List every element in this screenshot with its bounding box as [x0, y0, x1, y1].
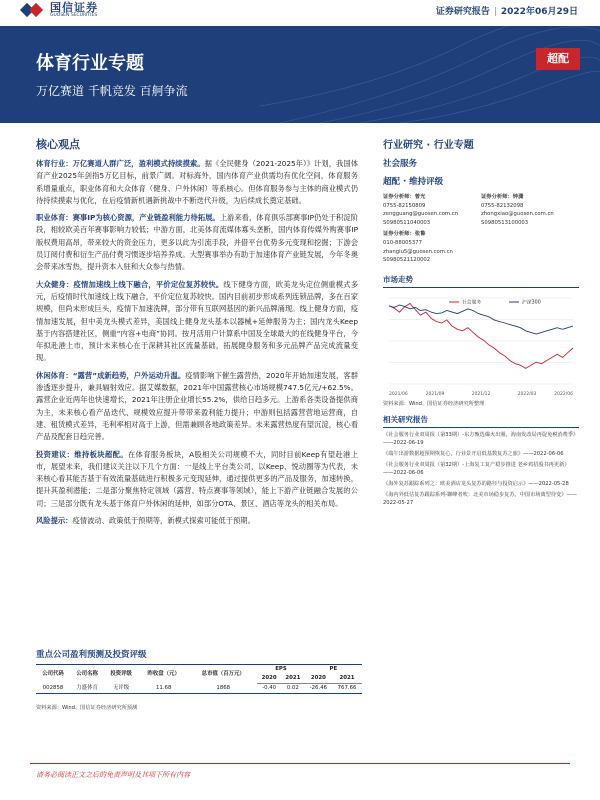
paragraph-text: 疫情波动、政策低于预期等，新模式探索可能低于预期。	[72, 516, 255, 526]
analyst-email[interactable]: zhongxiao@guosen.com.cn	[481, 211, 554, 218]
analyst-cert: S0980511040003	[383, 219, 431, 226]
analyst-name: 钟潇	[512, 194, 524, 200]
paragraph	[36, 370, 358, 444]
analyst-role: 证券分析师：	[481, 194, 513, 200]
analyst-name: 张鲁	[414, 231, 426, 238]
table-header: PE	[305, 665, 362, 675]
related-item-title: 《海外复苏跟踪系列之：欧美酒店龙头复苏的路径与投资启示》	[383, 480, 529, 487]
table-subheader: 2021	[332, 674, 362, 684]
paragraph	[36, 279, 358, 365]
table-header: 总市值（百万元）	[189, 665, 257, 684]
market-trend-chart	[383, 292, 579, 398]
related-item[interactable]	[383, 450, 579, 458]
footer-disclaimer: 请务必阅读正文之后的免责声明及其项下所有内容	[36, 771, 190, 779]
chart-x-tick-label: 2021/09	[425, 391, 445, 397]
paragraph-lead: 体育行业：万亿赛道人群广泛，盈利模式持续摸索。	[36, 159, 205, 168]
chart-x-tick-label: 2022/06	[554, 391, 573, 397]
title-banner	[0, 26, 600, 123]
analyst-card	[481, 193, 579, 227]
paragraph	[36, 158, 358, 207]
table-cell: 无评级	[104, 684, 138, 694]
analyst-card	[383, 230, 481, 264]
rating-badge: 超配	[536, 48, 580, 70]
related-item[interactable]	[383, 431, 579, 447]
paragraph-text: 线下健身方面，欧美龙头定位侧重模式多元，后疫情时代加速线上线下融合，平价定位复苏较快。国内目前初步形成系列连锁品牌，多在百家规模，但尚未形成巨头，疫情下加速洗牌，部分带有互联网基因的新兴品牌涌现。线上健身方面，疫情加速发展，但中美龙头模式差异，美国线上健身龙头基本以器械+延伸服务为主；国内龙头Keep基于内容搭建社区，侧重“内容+电商”协同。按月活用户计算系中国及全球最大的在线健身平台，今年拟赴港上市，预计未来核心在于深耕其社区流量基础，拓展健身服务和多元品牌产品完成流量变现。	[36, 279, 359, 363]
analyst-cert: S0980521120002	[383, 257, 431, 264]
paragraph-lead: 风险提示：	[36, 516, 73, 526]
table-header: 投资评级	[104, 665, 138, 684]
report-meta: 证券研究报告 | 2022年06月29日	[435, 7, 578, 17]
table-header: 公司名称	[70, 665, 104, 684]
related-item-date: ——2022-06-06	[383, 469, 424, 476]
analyst-role: 证券分析师：	[383, 194, 415, 200]
paragraph	[36, 449, 358, 510]
chart-series-line	[389, 303, 573, 368]
report-date: 2022年06月29日	[500, 7, 578, 17]
chart-legend-label: 沪深300	[522, 300, 541, 306]
analyst-cert: S0980513100003	[481, 219, 529, 226]
paragraph-lead: 休闲体育：“露营”成新趋势，户外运动升温。	[36, 370, 186, 380]
related-item-title: 《社会服务行业双周报（第33期）-东方甄选爆火出圈，海南发改局再促免税消费季》	[383, 431, 579, 438]
sidebar	[383, 136, 579, 510]
analyst-list	[383, 193, 579, 268]
paragraph-text: 在体育服务板块，A股相关公司规模不大，同时目前Keep有望赴港上市，展望未来，我们建议关注以下几个方面：一是线上平台类公司，以Keep、悦动圈等为代表，未来核心看其能否基于有效流量基础进行积极多元变现延伸，通过提供更多的产品及服务，加速转换，提升其盈利潜能；二是部分聚焦特定领域（露营、特点赛事等领域），能上下游产业链融合发展的公司；三是部分既有龙头基于体育户外休闲的延伸，如部分OTA、景区、酒店等龙头的相关布局。	[36, 449, 359, 508]
table-cell: 11.68	[138, 684, 189, 694]
table-header: 昨收盘（元）	[138, 665, 189, 684]
related-list	[383, 431, 579, 507]
related-item-date: ——2022-05-27	[383, 491, 577, 506]
table-title: 重点公司盈利预测及投资评级	[36, 650, 147, 660]
logo-mark-icon	[22, 3, 44, 17]
table-cell: -26.46	[305, 684, 332, 694]
banner-decoration-lines	[260, 26, 600, 123]
table-header-row	[36, 665, 362, 675]
related-item[interactable]	[383, 491, 579, 507]
table-cell: 1868	[189, 684, 257, 694]
forecast-table	[36, 664, 362, 694]
paragraph-text: 据《全民健身（2021-2025年）》计划，我国体育产业2025年剑指5万亿目标，前景广阔。对标海外，国内体育产业供需均有优化空间，体育服务系增量重点，职业体育和大众体育（健身、户外休闲）等系核心。但体育服务参与主体的商业模式仍待持续摸索与优化，在后疫情新机遇新挑战中不断迭代升级，为后续成长奠定基础。	[36, 159, 358, 205]
table-cell: 767.66	[332, 684, 362, 694]
analyst-email[interactable]: zengguang@guosen.com.cn	[383, 211, 459, 218]
table-header: EPS	[257, 665, 304, 675]
report-type: 证券研究报告	[435, 7, 490, 17]
trend-chart-svg	[383, 292, 579, 398]
analyst-phone: 0755-82150809	[383, 202, 426, 209]
table-cell: 力盛体育	[70, 684, 104, 694]
table-row	[36, 684, 362, 694]
table-cell: 0.02	[281, 684, 305, 694]
brand-logo	[22, 2, 98, 19]
industry-rating: 超配 · 维持评级	[383, 177, 444, 187]
chart-source: 资料来源：Wind、国信证券经济研究所整理	[383, 400, 485, 407]
chart-legend-label: 社会服务	[462, 300, 482, 306]
related-item-date: ——2022-06-19	[383, 439, 424, 446]
chart-x-tick-label: 2022/03	[517, 391, 537, 397]
top-bar	[0, 0, 600, 26]
related-title: 相关研究报告	[383, 414, 579, 428]
report-category: 行业研究 · 行业专题	[383, 140, 474, 151]
page-title: 体育行业专题	[36, 53, 144, 74]
main-content	[36, 136, 358, 532]
paragraph-lead: 投资建议：维持板块超配。	[36, 449, 128, 459]
analyst-card	[383, 193, 481, 227]
industry-name: 社会服务	[383, 159, 418, 169]
paragraph	[36, 212, 358, 273]
analyst-name: 曾光	[414, 194, 426, 200]
chart-title: 市场走势	[383, 274, 579, 288]
section-title: 核心观点	[36, 138, 80, 151]
table-subheader: 2020	[257, 674, 281, 684]
table-subheader: 2021	[281, 674, 305, 684]
analyst-phone: 010-88005377	[383, 239, 422, 246]
table-header: 公司代码	[36, 665, 70, 684]
analyst-role: 证券分析师：	[383, 231, 415, 238]
paragraph-text: 上游来看，体育俱乐部赛事IP仍处于积淀阶段，相较欧美百年赛事影响力较低；中游方面，北美体育流媒体寡头垄断，国内体育传媒外购赛事IP版权费用高昂，带来较大的资金压力，更多以此为引流手段，并借平台优势多元变现和挖掘；下游会员订阅付费和衍生产品付费习惯逐步培养养成。大型赛事举办有助于加速体育产业链发展，今年冬奥会带来冰雪热，提升资本入驻和大众参与热情。	[36, 213, 358, 272]
related-item[interactable]	[383, 480, 579, 488]
page-subtitle: 万亿赛道 千帆竞发 百舸争流	[36, 84, 188, 98]
table-source: 资料来源：Wind、国信证券经济研究所预测	[36, 705, 138, 711]
chart-x-tick-label: 2021/12	[471, 391, 491, 397]
related-item[interactable]	[383, 461, 579, 477]
related-item-title: 《海内外低估复苏跟踪系列-御峰者吹：北美市场稳步复苏，中国市场离型待变》	[383, 491, 567, 498]
paragraph-text: 疫情影响下催生露营热，2020年开始加速发展，客群渗透逐步提升，兼具辐射效应。据艾媒数据，2021年中国露营核心市场规模747.5亿元/+62.5%。露营企业近两年也快速增长，2021年注册企业增长55.2%，供给日趋多元。上游系各类设备提供商为主，未来核心看产品迭代、规模效应提升带带来盈利能力提升；中游则包括露营营地运营商，自建、租赁模式差异，毛利率相对高于上游，但需兼顾各地政策差异。未来露营热度有望沉淀，核心看产品及配套日趋完善。	[36, 370, 358, 442]
analyst-phone: 0755-82132098	[481, 202, 524, 209]
related-item-title: 《社会服务行业双周报（第32期）-上海复工复产稳步推进 老乡鸡招股书再更新》	[383, 461, 570, 468]
logo-en: GUOSEN SECURITIES	[50, 13, 98, 18]
table-cell: 002858	[36, 684, 70, 694]
analyst-email[interactable]: zhanglu5@guosen.com.cn	[383, 248, 453, 255]
paragraph	[36, 515, 358, 527]
footer-divider	[30, 763, 570, 764]
paragraph-lead: 大众健身：疫情加速线上线下融合，平价定位复苏较快。	[36, 279, 224, 289]
table-subheader: 2020	[305, 674, 332, 684]
table-cell: -0.40	[257, 684, 281, 694]
paragraph-lead: 职业体育：赛事IP为核心资源，产业链盈利能力待拓展。	[36, 213, 220, 223]
related-item-date: ——2022-05-28	[528, 480, 569, 487]
chart-x-tick-label: 2021/06	[389, 391, 408, 397]
related-item-title: 《端午出游数据超预期恢复心，行业景开启低基数复苏之旅》	[383, 450, 524, 457]
logo-cn: 国信证券	[50, 1, 98, 14]
related-item-date: ——2022-06-06	[523, 450, 564, 457]
